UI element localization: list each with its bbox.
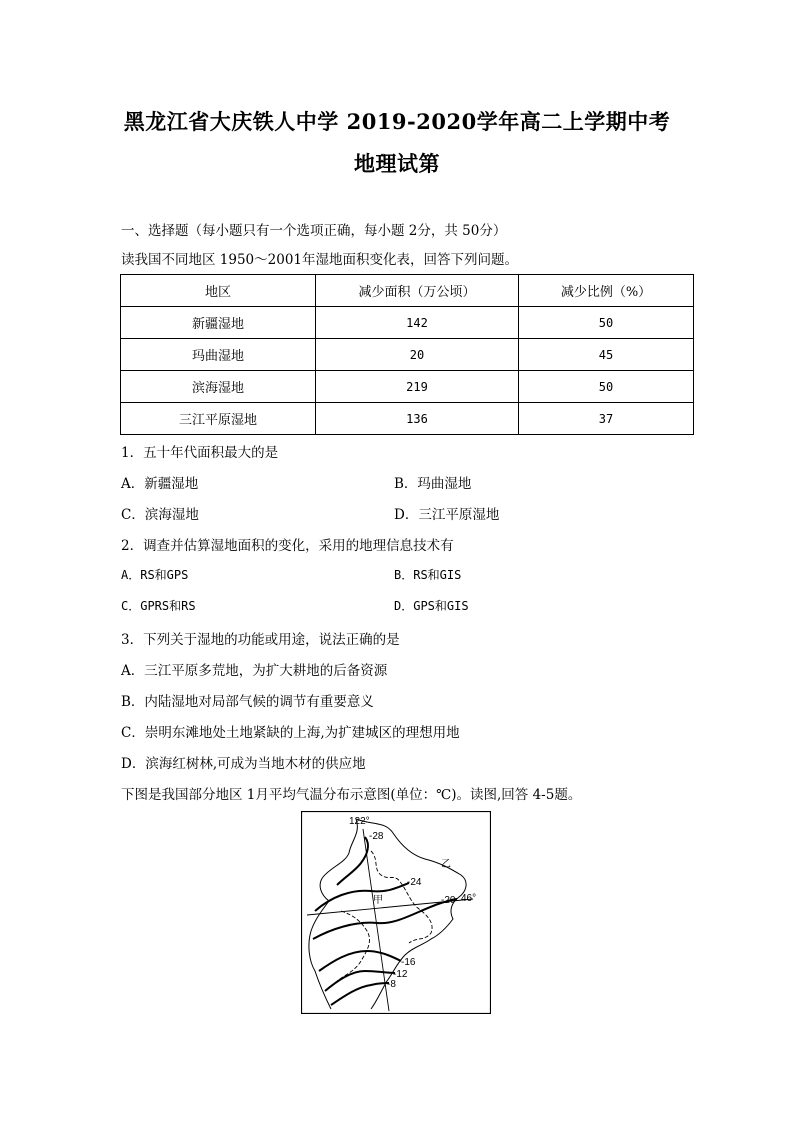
- question-2-option-c[interactable]: C．GPRS和RS: [121, 599, 196, 613]
- table-cell: 50: [519, 371, 694, 403]
- table-cell: 219: [316, 371, 519, 403]
- exam-title-line2: 地理试第: [354, 151, 440, 176]
- isotherm-label-28: -28: [369, 831, 384, 842]
- table-cell: 50: [519, 307, 694, 339]
- table-header-row: [121, 275, 694, 307]
- table-cell: 45: [519, 339, 694, 371]
- longitude-label: 122°: [349, 816, 370, 827]
- isotherm-map: [301, 811, 491, 1014]
- wetland-table: [120, 274, 694, 435]
- table-cell: 136: [316, 403, 519, 435]
- isotherm-label-12: -12: [393, 969, 408, 980]
- map-intro: 下图是我国部分地区 1月平均气温分布示意图(单位：℃)。读图,回答 4-5题。: [121, 787, 582, 803]
- question-2-option-b[interactable]: B．RS和GIS: [394, 568, 462, 582]
- question-1-option-c[interactable]: C．滨海湿地: [121, 507, 199, 523]
- isotherm-label-8: -8: [387, 979, 396, 990]
- question-3-stem: 3．下列关于湿地的功能或用途，说法正确的是: [121, 632, 400, 648]
- table-cell: 玛曲湿地: [121, 339, 316, 371]
- latitude-label: 46°: [461, 893, 477, 904]
- table-row: [121, 403, 694, 435]
- table-cell: 滨海湿地: [121, 371, 316, 403]
- table-cell: 37: [519, 403, 694, 435]
- question-3-option-d[interactable]: D．滨海红树林,可成为当地木材的供应地: [121, 756, 366, 772]
- table-intro: 读我国不同地区 1950～2001年湿地面积变化表，回答下列问题。: [121, 252, 519, 268]
- question-1-option-d[interactable]: D．三江平原湿地: [394, 507, 500, 523]
- question-3-option-a[interactable]: A．三江平原多荒地，为扩大耕地的后备资源: [121, 663, 388, 679]
- question-2-option-d[interactable]: D．GPS和GIS: [394, 599, 469, 613]
- question-1-option-b[interactable]: B．玛曲湿地: [394, 476, 472, 492]
- table-cell: 20: [316, 339, 519, 371]
- location-yi-label: 乙: [441, 859, 451, 870]
- table-row: [121, 339, 694, 371]
- table-cell: 142: [316, 307, 519, 339]
- section-heading: 一、选择题（每小题只有一个选项正确，每小题 2分，共 50分）: [121, 223, 507, 239]
- isotherm-label-20: -20: [441, 895, 456, 906]
- table-header-region: 地区: [121, 275, 316, 307]
- question-1-option-a[interactable]: A．新疆湿地: [121, 476, 199, 492]
- question-3-option-c[interactable]: C．崇明东滩地处土地紧缺的上海,为扩建城区的理想用地: [121, 725, 460, 741]
- table-header-ratio: 减少比例（%）: [519, 275, 694, 307]
- table-cell: 三江平原湿地: [121, 403, 316, 435]
- table-row: [121, 371, 694, 403]
- location-jia-label: 甲: [373, 895, 383, 906]
- table-header-area: 减少面积（万公顷）: [316, 275, 519, 307]
- isotherm-label-24: -24: [407, 877, 422, 888]
- exam-title-line1: 黑龙江省大庆铁人中学 2019-2020学年高二上学期中考: [123, 109, 671, 134]
- table-row: [121, 307, 694, 339]
- question-2-stem: 2．调查并估算湿地面积的变化，采用的地理信息技术有: [121, 538, 454, 554]
- question-1-stem: 1．五十年代面积最大的是: [121, 445, 279, 461]
- question-2-option-a[interactable]: A．RS和GPS: [121, 568, 189, 582]
- isotherm-label-16: -16: [401, 957, 416, 968]
- question-3-option-b[interactable]: B．内陆湿地对局部气候的调节有重要意义: [121, 694, 374, 710]
- table-cell: 新疆湿地: [121, 307, 316, 339]
